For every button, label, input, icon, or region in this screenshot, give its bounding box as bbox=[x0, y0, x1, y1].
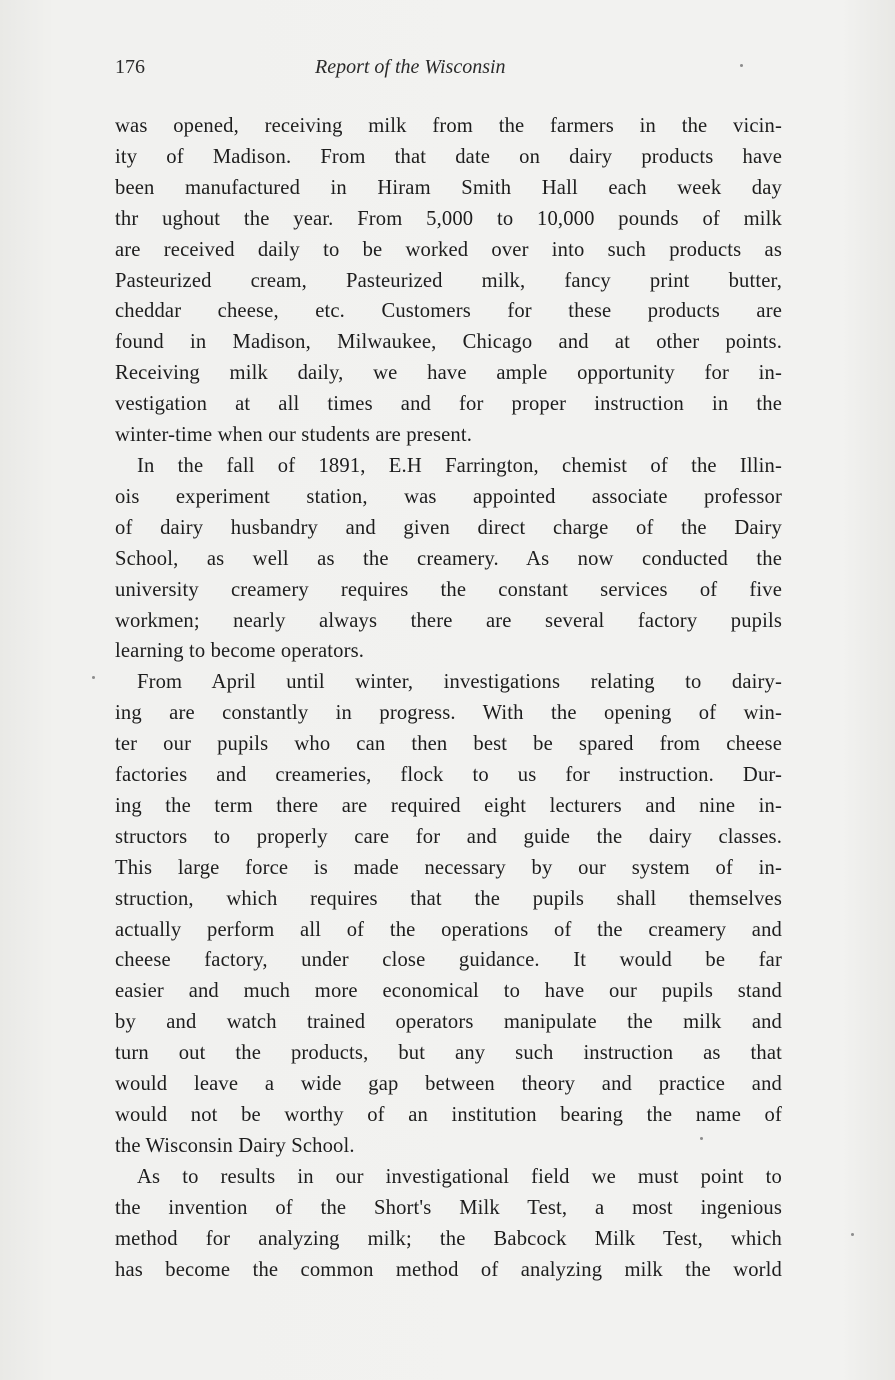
text-line: of dairy husbandry and given direct charge of the Dairy bbox=[115, 516, 782, 539]
text-line: has become the common method of analyzing milk the world bbox=[115, 1258, 782, 1281]
text-line: ois experiment station, was appointed associate professor bbox=[115, 485, 782, 508]
text-line: university creamery requires the constant services of five bbox=[115, 578, 782, 601]
text-line: the invention of the Short's Milk Test, a most ingenious bbox=[115, 1196, 782, 1219]
text-line: ity of Madison. From that date on dairy products have bbox=[115, 145, 782, 168]
text-line: found in Madison, Milwaukee, Chicago and at other points. bbox=[115, 331, 782, 354]
text-line: ter our pupils who can then best be spared from cheese bbox=[115, 733, 782, 756]
text-line: This large force is made necessary by our system of in- bbox=[115, 856, 782, 879]
text-line: workmen; nearly always there are several factory pupils bbox=[115, 609, 782, 632]
scan-speck bbox=[851, 1233, 854, 1236]
text-line: As to results in our investigational field we must point to bbox=[137, 1165, 782, 1188]
text-line: been manufactured in Hiram Smith Hall each week day bbox=[115, 176, 782, 199]
text-line: easier and much more economical to have our pupils stand bbox=[115, 980, 782, 1003]
text-line: are received daily to be worked over into such products as bbox=[115, 238, 782, 261]
text-line: thr ughout the year. From 5,000 to 10,000 pounds of milk bbox=[115, 207, 782, 230]
text-line: cheese factory, under close guidance. It would be far bbox=[115, 949, 782, 972]
scan-speck bbox=[740, 64, 743, 67]
scan-speck bbox=[700, 1137, 703, 1140]
text-line: actually perform all of the operations of the creamery and bbox=[115, 918, 782, 941]
page-number: 176 bbox=[115, 56, 145, 78]
text-line: ing the term there are required eight lecturers and nine in- bbox=[115, 794, 782, 817]
text-line: struction, which requires that the pupils shall themselves bbox=[115, 887, 782, 910]
text-line: structors to properly care for and guide the dairy classes. bbox=[115, 825, 782, 848]
text-line: In the fall of 1891, E.H Farrington, chemist of the Illin- bbox=[137, 454, 782, 477]
scan-speck bbox=[92, 676, 95, 679]
text-line: Pasteurized cream, Pasteurized milk, fancy print butter, bbox=[115, 269, 782, 292]
page-header bbox=[115, 56, 780, 86]
text-line: would not be worthy of an institution bearing the name of bbox=[115, 1104, 782, 1126]
body-text bbox=[115, 111, 782, 1285]
text-line: turn out the products, but any such instruction as that bbox=[115, 1042, 782, 1065]
text-line: Receiving milk daily, we have ample opportunity for in- bbox=[115, 362, 782, 385]
text-line: would leave a wide gap between theory and practice and bbox=[115, 1073, 782, 1096]
text-line: the Wisconsin Dairy School. bbox=[115, 1134, 355, 1157]
text-line: by and watch trained operators manipulate the milk and bbox=[115, 1011, 782, 1034]
text-line: cheddar cheese, etc. Customers for these products are bbox=[115, 300, 782, 323]
text-line: learning to become operators. bbox=[115, 640, 365, 663]
text-line: was opened, receiving milk from the farmers in the vicin- bbox=[115, 115, 782, 137]
text-line: method for analyzing milk; the Babcock Milk Test, which bbox=[115, 1227, 782, 1250]
text-line: From April until winter, investigations relating to dairy- bbox=[137, 671, 782, 694]
running-title: Report of the Wisconsin bbox=[315, 56, 506, 78]
text-line: ing are constantly in progress. With the opening of win- bbox=[115, 702, 782, 725]
text-line: factories and creameries, flock to us for instruction. Dur- bbox=[115, 764, 782, 787]
text-line: School, as well as the creamery. As now conducted the bbox=[115, 547, 782, 570]
text-line: vestigation at all times and for proper instruction in the bbox=[115, 393, 782, 416]
text-line: winter-time when our students are present. bbox=[115, 424, 473, 447]
